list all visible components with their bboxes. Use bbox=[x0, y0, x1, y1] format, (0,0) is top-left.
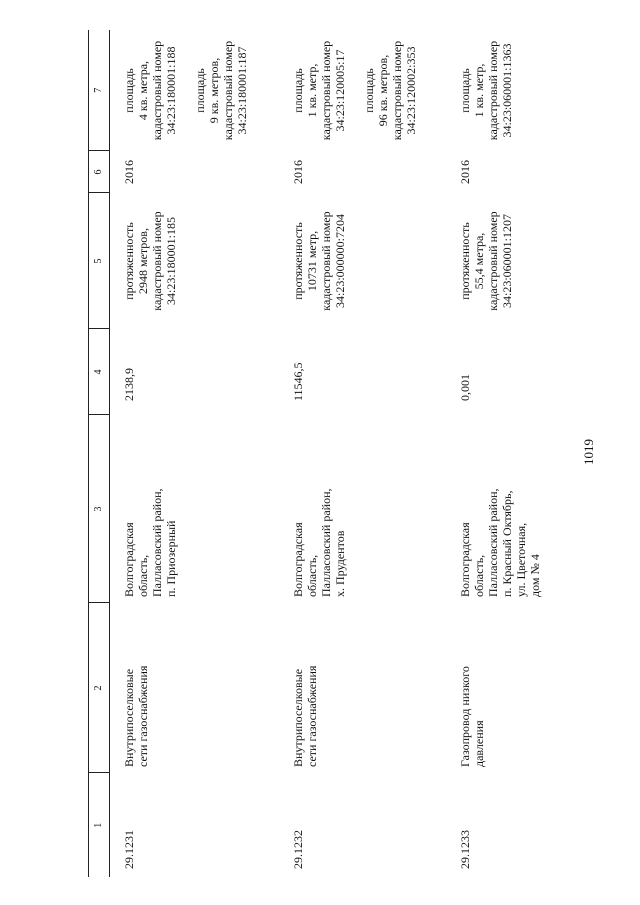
column-number: 7 bbox=[89, 30, 110, 151]
object-year: 2016 bbox=[291, 160, 305, 184]
column-number: 5 bbox=[89, 193, 110, 329]
object-value: 0,001 bbox=[458, 374, 472, 401]
row-number: 29.1233 bbox=[458, 830, 472, 869]
column-number: 2 bbox=[89, 603, 110, 773]
object-value: 11546,5 bbox=[291, 362, 305, 401]
object-name: Газопровод низкого давления bbox=[458, 666, 486, 767]
object-address: Волгоградская область, Палласовский район, х. Прудентов bbox=[291, 488, 347, 597]
object-name: Внутрипоселковые сети газоснабжения bbox=[291, 665, 319, 767]
row-number: 29.1231 bbox=[122, 830, 136, 869]
object-value: 2138,9 bbox=[122, 368, 136, 401]
area-entry: площадь 1 кв. метр, кадастровый номер 34:23:120005:17 bbox=[291, 40, 347, 141]
object-address: Волгоградская область, Палласовский район, п. Красный Октябрь, ул. Цветочная, дом № 4 bbox=[458, 488, 542, 597]
column-number-row bbox=[89, 30, 110, 877]
object-areas bbox=[446, 30, 618, 151]
table-row bbox=[446, 30, 618, 877]
table-row bbox=[279, 30, 446, 877]
column-number: 4 bbox=[89, 329, 110, 415]
row-number: 29.1232 bbox=[291, 830, 305, 869]
column-number: 3 bbox=[89, 415, 110, 603]
object-areas bbox=[110, 30, 280, 151]
object-address: Волгоградская область, Палласовский район, п. Приозерный bbox=[122, 488, 178, 597]
area-entry: площадь 96 кв. метров, кадастровый номер 34:23:120002:353 bbox=[362, 40, 418, 141]
object-length: протяженность 55,4 метра, кадастровый номер 34:23:060001:1207 bbox=[458, 211, 514, 311]
page-number: 1019 bbox=[581, 439, 596, 465]
column-number: 6 bbox=[89, 151, 110, 193]
object-length: протяженность 10731 метр, кадастровый номер 34:23:000000:7204 bbox=[291, 211, 347, 311]
object-length: протяженность 2948 метров, кадастровый номер 34:23:180001:185 bbox=[122, 211, 178, 311]
object-areas bbox=[279, 30, 446, 151]
area-entry: площадь 9 кв. метров, кадастровый номер 34:23:180001:187 bbox=[193, 40, 249, 141]
object-year: 2016 bbox=[122, 160, 136, 184]
column-number: 1 bbox=[89, 773, 110, 877]
area-entry: площадь 1 кв. метр, кадастровый номер 34:23:060001:1363 bbox=[458, 40, 514, 141]
area-entry: площадь 4 кв. метра, кадастровый номер 34:23:180001:188 bbox=[122, 40, 178, 141]
object-name: Внутрипоселковые сети газоснабжения bbox=[122, 665, 150, 767]
object-year: 2016 bbox=[458, 160, 472, 184]
table-row bbox=[110, 30, 280, 877]
property-table bbox=[88, 30, 618, 877]
